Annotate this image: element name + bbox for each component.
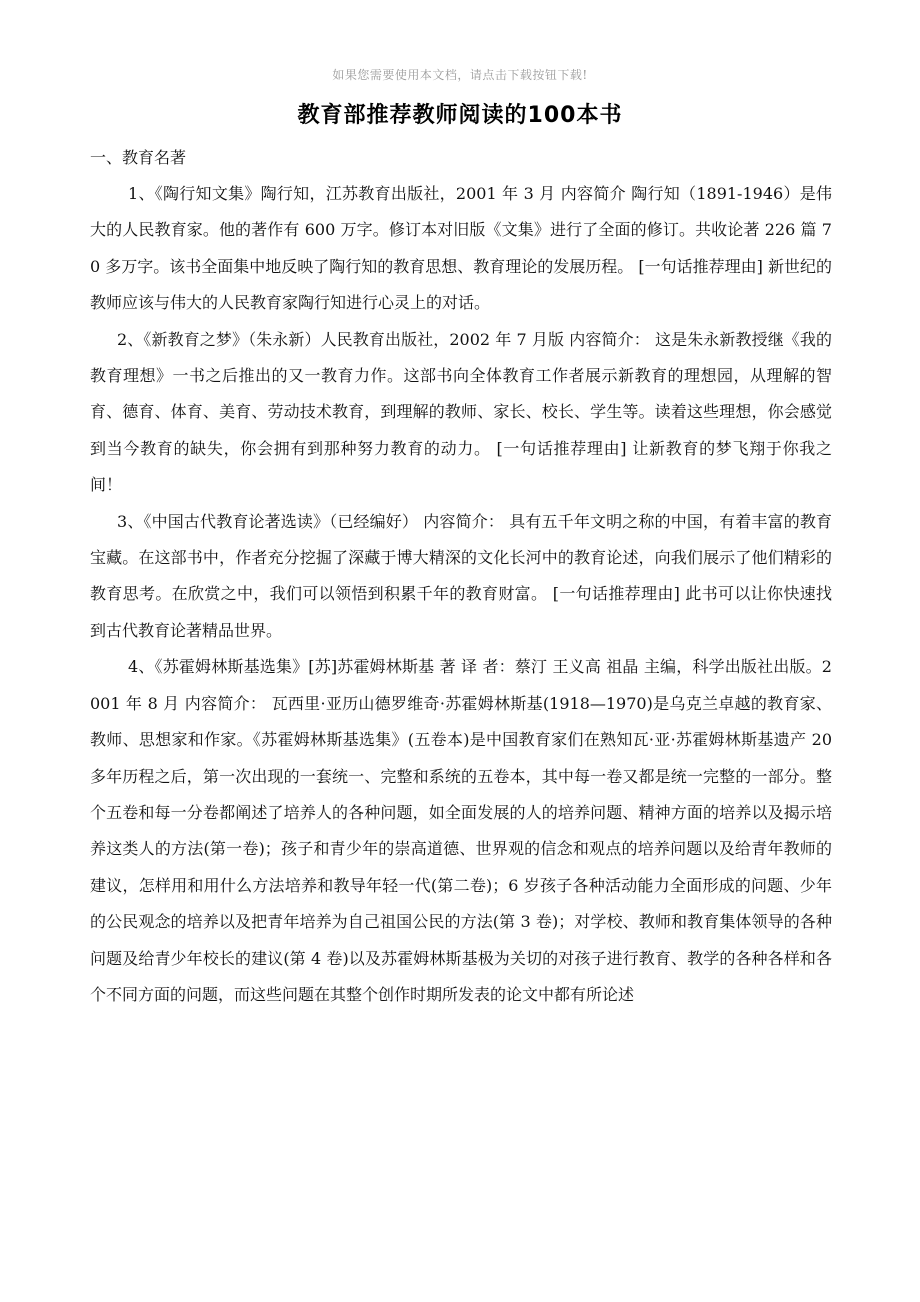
book-entry-4: 4、《苏霍姆林斯基选集》[苏]苏霍姆林斯基 著 译 者：蔡汀 王义高 祖晶 主编，科学出版社出版。2001 年 8 月 内容简介： 瓦西里·亚历山德罗维奇·苏霍姆林斯基(1918—1970)是乌克兰卓越的教育家、教师、思想家和作家。《苏霍姆林斯基选集》(五卷本)是中国教育家们在熟知瓦·亚·苏霍姆林斯基遗产 20 多年历程之后，第一次出现的一套统一、完整和系统的五卷本，其中每一卷又都是统一完整的一部分。整个五卷和每一分卷都阐述了培养人的各种问题，如全面发展的人的培养问题、精神方面的培养以及揭示培养这类人的方法(第一卷)；孩子和青少年的崇高道德、世界观的信念和观点的培养问题以及给青年教师的建议，怎样用和用什么方法培养和教导年轻一代(第二卷)；6 岁孩子各种活动能力全面形成的问题、少年的公民观念的培养以及把青年培养为自己祖国公民的方法(第 3 卷)；对学校、教师和教育集体领导的各种问题及给青少年校长的建议(第 4 卷)以及苏霍姆林斯基极为关切的对孩子进行教育、教学的各种各样和各个不同方面的问题，而这些问题在其整个创作时期所发表的论文中都有所论述 xyxy=(90,657,832,1004)
book-list xyxy=(90,176,832,1013)
book-entry-2: 2、《新教育之梦》（朱永新）人民教育出版社，2002 年 7 月版 内容简介： 这是朱永新教授继《我的教育理想》一书之后推出的又一教育力作。这部书向全体教育工作者展示新教育的理想园，从理解的智育、德育、体育、美育、劳动技术教育，到理解的教师、家长、校长、学生等。读着这些理想，你会感觉到当今教育的缺失，你会拥有到那种努力教育的动力。 [一句话推荐理由] 让新教育的梦飞翔于你我之间！ xyxy=(90,329,832,495)
book-entry-3: 3、《中国古代教育论著选读》（已经编好） 内容简介： 具有五千年文明之称的中国，有着丰富的教育宝藏。在这部书中，作者充分挖掘了深藏于博大精深的文化长河中的教育论述，向我们展示了他们精彩的教育思考。在欣赏之中，我们可以领悟到积累千年的教育财富。 [一句话推荐理由] 此书可以让你快速找到古代教育论著精品世界。 xyxy=(90,511,832,640)
section-heading: 一、教育名著 xyxy=(90,148,187,167)
download-notice: 如果您需要使用本文档，请点击下载按钮下载! xyxy=(332,68,588,82)
document-title: 教育部推荐教师阅读的100本书 xyxy=(297,103,623,128)
book-entry-1: 1、《陶行知文集》陶行知，江苏教育出版社，2001 年 3 月 内容简介 陶行知（1891-1946）是伟大的人民教育家。他的著作有 600 万字。修订本对旧版《文集》进行了全面的修订。共收论著 226 篇 70 多万字。该书全面集中地反映了陶行知的教育思想、教育理论的发展历程。 [一句话推荐理由] 新世纪的教师应该与伟大的人民教育家陶行知进行心灵上的对话。 xyxy=(90,184,832,313)
